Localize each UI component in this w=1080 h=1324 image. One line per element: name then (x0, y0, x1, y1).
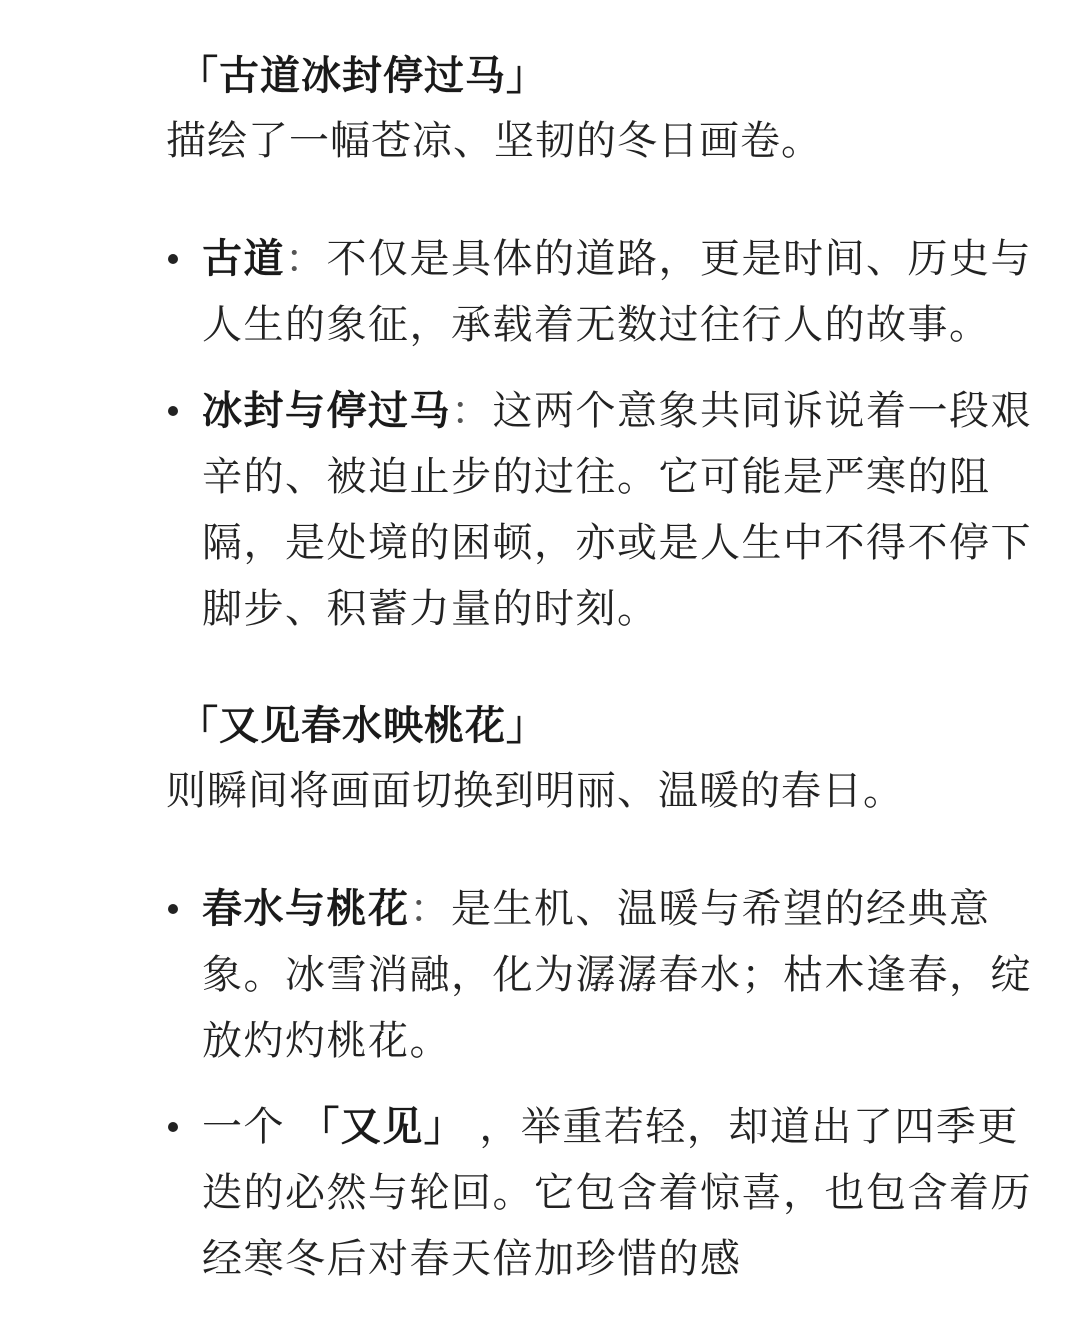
section-spring-water (166, 694, 1046, 1292)
section-intro: 则瞬间将画面切换到明丽、温暖的春日。 (166, 768, 904, 814)
bullet-term: 冰封与停过马 (202, 388, 451, 434)
bullet-term: 春水与桃花 (202, 886, 410, 932)
bullet-text: 是生机、温暖与希望的经典意象。冰雪消融，化为潺潺春水；枯木逢春，绽放灼灼桃花。 (202, 886, 1032, 1064)
bullet-text: 不仅是具体的道路，更是时间、历史与人生的象征，承载着无数过往行人的故事。 (202, 236, 1032, 348)
bullet-separator: ： (409, 886, 451, 932)
list-item (166, 876, 1046, 1074)
bullet-text: ，举重若轻，却道出了四季更迭的必然与轮回。它包含着惊喜，也包含着历经寒冬后对春天倍加珍惜的感 (202, 1104, 1032, 1282)
section-heading: 「又见春水映桃花」 (178, 703, 547, 749)
bullet-dot-icon (168, 406, 178, 416)
bullet-text: 这两个意象共同诉说着一段艰辛的、被迫止步的过往。它可能是严寒的阻隔，是处境的困顿，亦或是人生中不得不停下脚步、积蓄力量的时刻。 (202, 388, 1032, 632)
bullet-term: 「又见」 (299, 1104, 466, 1150)
bullet-dot-icon (168, 1122, 178, 1132)
section-ancient-road (166, 44, 1046, 642)
bullet-prefix: 一个 (202, 1104, 300, 1150)
section-heading: 「古道冰封停过马」 (178, 53, 547, 99)
list-item (166, 1094, 1046, 1292)
list-item (166, 226, 1046, 358)
bullet-dot-icon (168, 254, 178, 264)
article-body (166, 44, 1046, 1292)
bullet-list (166, 226, 1046, 642)
list-item (166, 378, 1046, 642)
section-intro: 描绘了一幅苍凉、坚韧的冬日画卷。 (166, 118, 822, 164)
bullet-separator: ： (285, 236, 327, 282)
bullet-separator: ： (451, 388, 493, 434)
bullet-term: 古道 (202, 236, 285, 282)
bullet-list (166, 876, 1046, 1292)
bullet-dot-icon (168, 904, 178, 914)
